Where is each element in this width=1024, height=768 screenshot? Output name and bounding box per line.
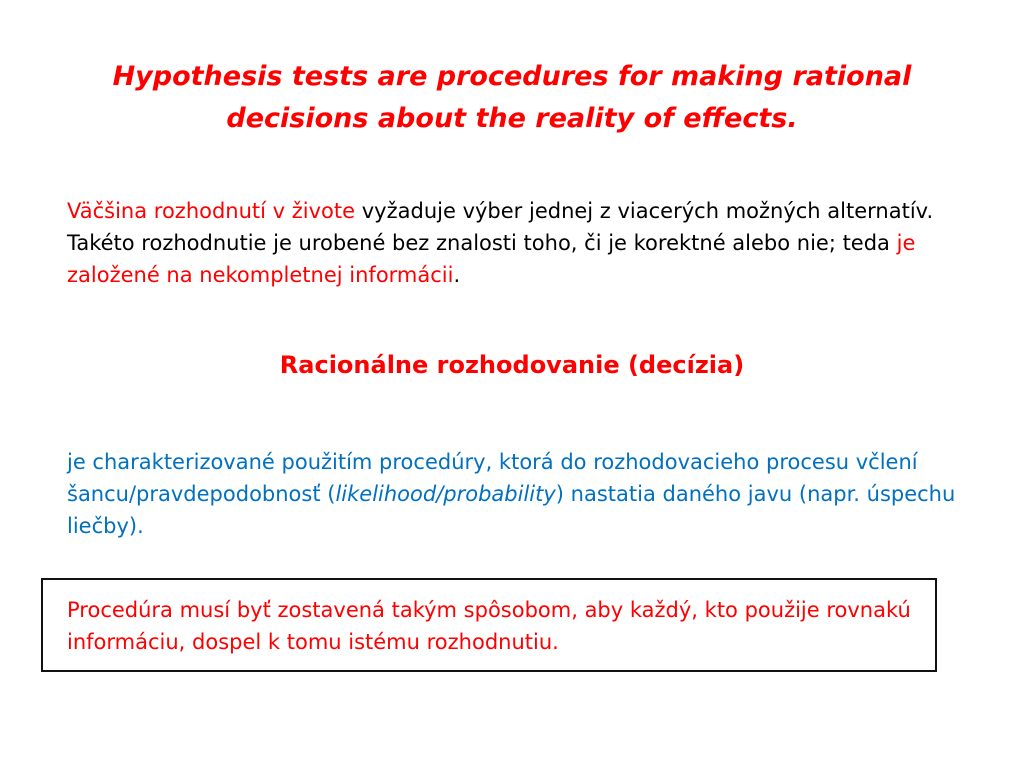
intro-body: vyžaduje výber jednej z viacerých možných alternatív. Takéto rozhodnutie je urobené bez znalosti toho, či je korektné alebo nie; teda (67, 199, 934, 255)
intro-highlight-end: je založené na nekompletnej informácii (67, 231, 916, 287)
definition-text-start: je charakterizované použitím procedúry, ktorá do rozhodovacieho procesu včlení šancu/pravdepodobnosť ( (67, 450, 918, 506)
boxed-note (41, 578, 937, 672)
definition-text-end: ) nastatia daného javu (napr. úspechu liečby). (67, 482, 956, 538)
boxed-note-text: Procedúra musí byť zostavená takým spôsobom, aby každý, kto použije rovnakú informáciu, dospel k tomu istému rozhodnutiu. (67, 598, 911, 654)
definition-italic-term: likelihood/probability (335, 482, 556, 506)
intro-period: . (453, 263, 461, 287)
slide-title: Hypothesis tests are procedures for making rational decisions about the reality of effects. (112, 61, 912, 134)
intro-paragraph (67, 195, 1002, 291)
definition-paragraph (67, 446, 957, 542)
intro-highlight-start: Väčšina rozhodnutí v živote (67, 199, 356, 223)
section-heading: Racionálne rozhodovanie (decízia) (279, 351, 745, 379)
